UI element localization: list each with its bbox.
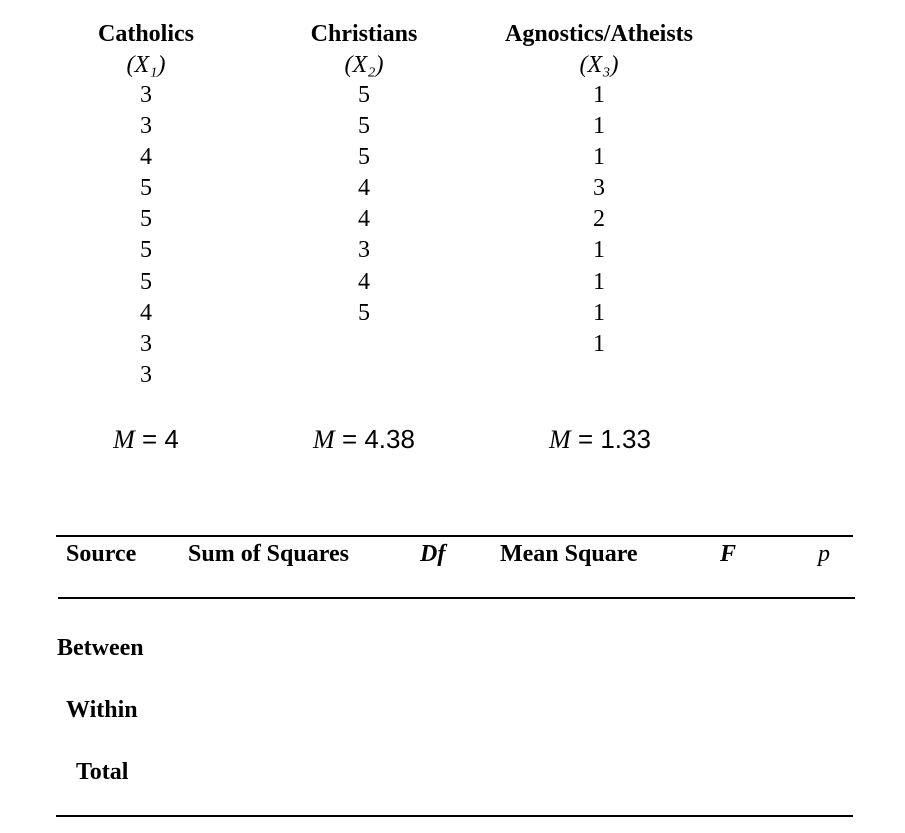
value: 5 (358, 144, 370, 171)
column-variable-label: (X₃) (579, 52, 619, 78)
agnostics-atheists-column (484, 18, 714, 360)
value: 1 (593, 237, 605, 264)
value: 3 (140, 330, 152, 357)
value: 5 (140, 206, 152, 233)
value-list (86, 80, 206, 391)
mean-symbol: M (313, 425, 335, 454)
value: 3 (140, 82, 152, 108)
mean-symbol: M (113, 425, 135, 454)
value: 4 (358, 268, 370, 295)
header-mean-square: Mean Square (500, 541, 638, 567)
header-p: p (818, 541, 830, 567)
catholics-column (86, 18, 206, 391)
christians-column (294, 18, 434, 329)
mean-value: = 4.38 (334, 424, 415, 454)
mean-value: = 1.33 (570, 424, 651, 454)
value: 5 (140, 175, 152, 202)
value: 5 (358, 82, 370, 108)
row-label-between: Between (57, 635, 144, 661)
mean-symbol: M (549, 425, 571, 454)
value: 5 (140, 237, 152, 264)
value: 5 (140, 268, 152, 295)
value: 3 (140, 113, 152, 140)
column-variable-label: (X₁) (126, 52, 166, 78)
table-bottom-rule (56, 815, 853, 817)
value: 4 (358, 206, 370, 233)
column-variable-label: (X₂) (344, 52, 384, 78)
christians-mean (284, 423, 444, 456)
value: 1 (593, 144, 605, 171)
value: 4 (140, 299, 152, 326)
header-sum-of-squares: Sum of Squares (188, 541, 349, 567)
value: 1 (593, 82, 605, 108)
value: 3 (358, 237, 370, 264)
value: 4 (358, 175, 370, 202)
value: 1 (593, 299, 605, 326)
row-label-within: Within (66, 697, 138, 723)
value: 3 (140, 361, 152, 388)
value-list (294, 80, 434, 329)
value: 1 (593, 113, 605, 140)
header-source: Source (66, 541, 137, 567)
header-df: Df (420, 541, 446, 567)
column-title: Agnostics/Atheists (504, 21, 693, 47)
value-list (484, 80, 714, 360)
value: 5 (358, 113, 370, 140)
value: 3 (593, 175, 605, 202)
value: 1 (593, 268, 605, 295)
table-header-rule (58, 597, 855, 599)
header-f: F (720, 541, 737, 567)
catholics-mean (86, 423, 206, 456)
value: 1 (593, 330, 605, 357)
value: 4 (140, 144, 152, 171)
mean-value: = 4 (134, 424, 179, 454)
row-label-total: Total (76, 759, 129, 785)
value: 2 (593, 206, 605, 233)
value: 5 (358, 299, 370, 326)
table-top-rule (56, 535, 853, 537)
agnostics-atheists-mean (520, 423, 680, 456)
column-title: Catholics (98, 21, 194, 47)
column-title: Christians (310, 21, 418, 47)
